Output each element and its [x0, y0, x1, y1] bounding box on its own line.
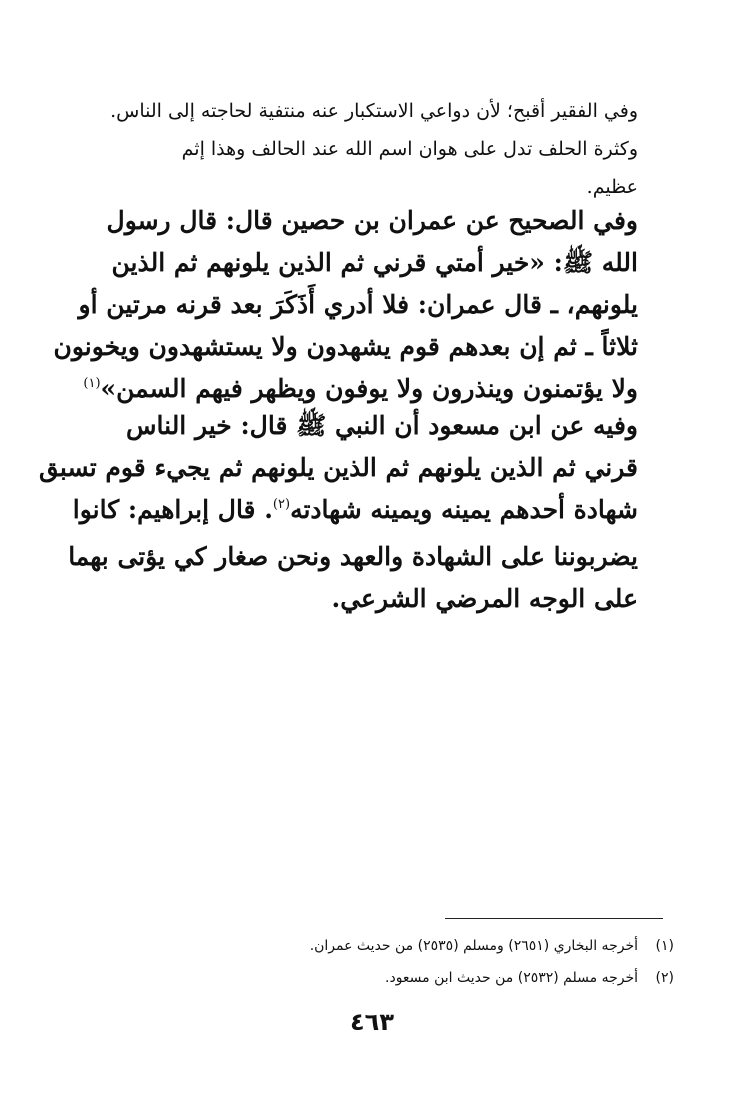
footnote-text: أخرجه البخاري (٢٦٥١) ومسلم (٢٥٣٥) من حديث عمران. [309, 938, 638, 954]
footnotes [150, 930, 674, 994]
text-line: يلونهم، ـ قال عمران: فلا أدري أَذَكَرَ بعد قرنه مرتين أو [78, 290, 638, 319]
text-line: ثلاثاً ـ ثم إن بعدهم قوم يشهدون ولا يستشهدون ويخونون [53, 332, 638, 361]
intro-paragraph [110, 92, 638, 206]
text-line: وفي الصحيح عن عمران بن حصين قال: قال رسول [106, 206, 638, 235]
text-line: على الوجه المرضي الشرعي. [331, 584, 638, 613]
text-line: وفي الفقير أقبح؛ لأن دواعي الاستكبار عنه منتفية لحاجته إلى الناس. [110, 100, 638, 122]
footnote [150, 962, 674, 994]
text-line: عظيم. [586, 176, 638, 198]
footnote [150, 930, 674, 962]
text-line: وكثرة الحلف تدل على هوان اسم الله عند الحالف وهذا إثم [181, 138, 638, 160]
text-line: وفيه عن ابن مسعود أن النبي ﷺ قال: خير الناس [126, 411, 638, 440]
hadith-ibn-masud-paragraph [39, 405, 638, 620]
text-line: يضربوننا على الشهادة والعهد ونحن صغار كي يؤتى بهما [68, 542, 638, 571]
text-line: الله ﷺ: «خير أمتي قرني ثم الذين يلونهم ثم الذين [111, 248, 638, 277]
footnote-text: أخرجه مسلم (٢٥٣٢) من حديث ابن مسعود. [385, 970, 638, 986]
text-segment: شهادة أحدهم يمينه ويمينه شهادته [290, 495, 638, 524]
footnote-ref: (١) [83, 376, 101, 391]
text-segment: . قال إبراهيم: كانوا [72, 495, 273, 524]
footnote-number: (١) [655, 938, 674, 954]
footnote-ref: (٢) [272, 497, 291, 512]
footnote-number: (٢) [655, 970, 674, 986]
text-segment: ولا يؤتمنون وينذرون ولا يوفون ويظهر فيهم السمن» [100, 374, 638, 403]
text-line: قرني ثم الذين يلونهم ثم الذين يلونهم ثم يجيء قوم تسبق [39, 453, 638, 482]
text-line [72, 489, 638, 536]
hadith-imran-paragraph [53, 200, 638, 415]
page-number: ٤٦٣ [350, 1008, 394, 1036]
footnote-divider [445, 918, 663, 919]
